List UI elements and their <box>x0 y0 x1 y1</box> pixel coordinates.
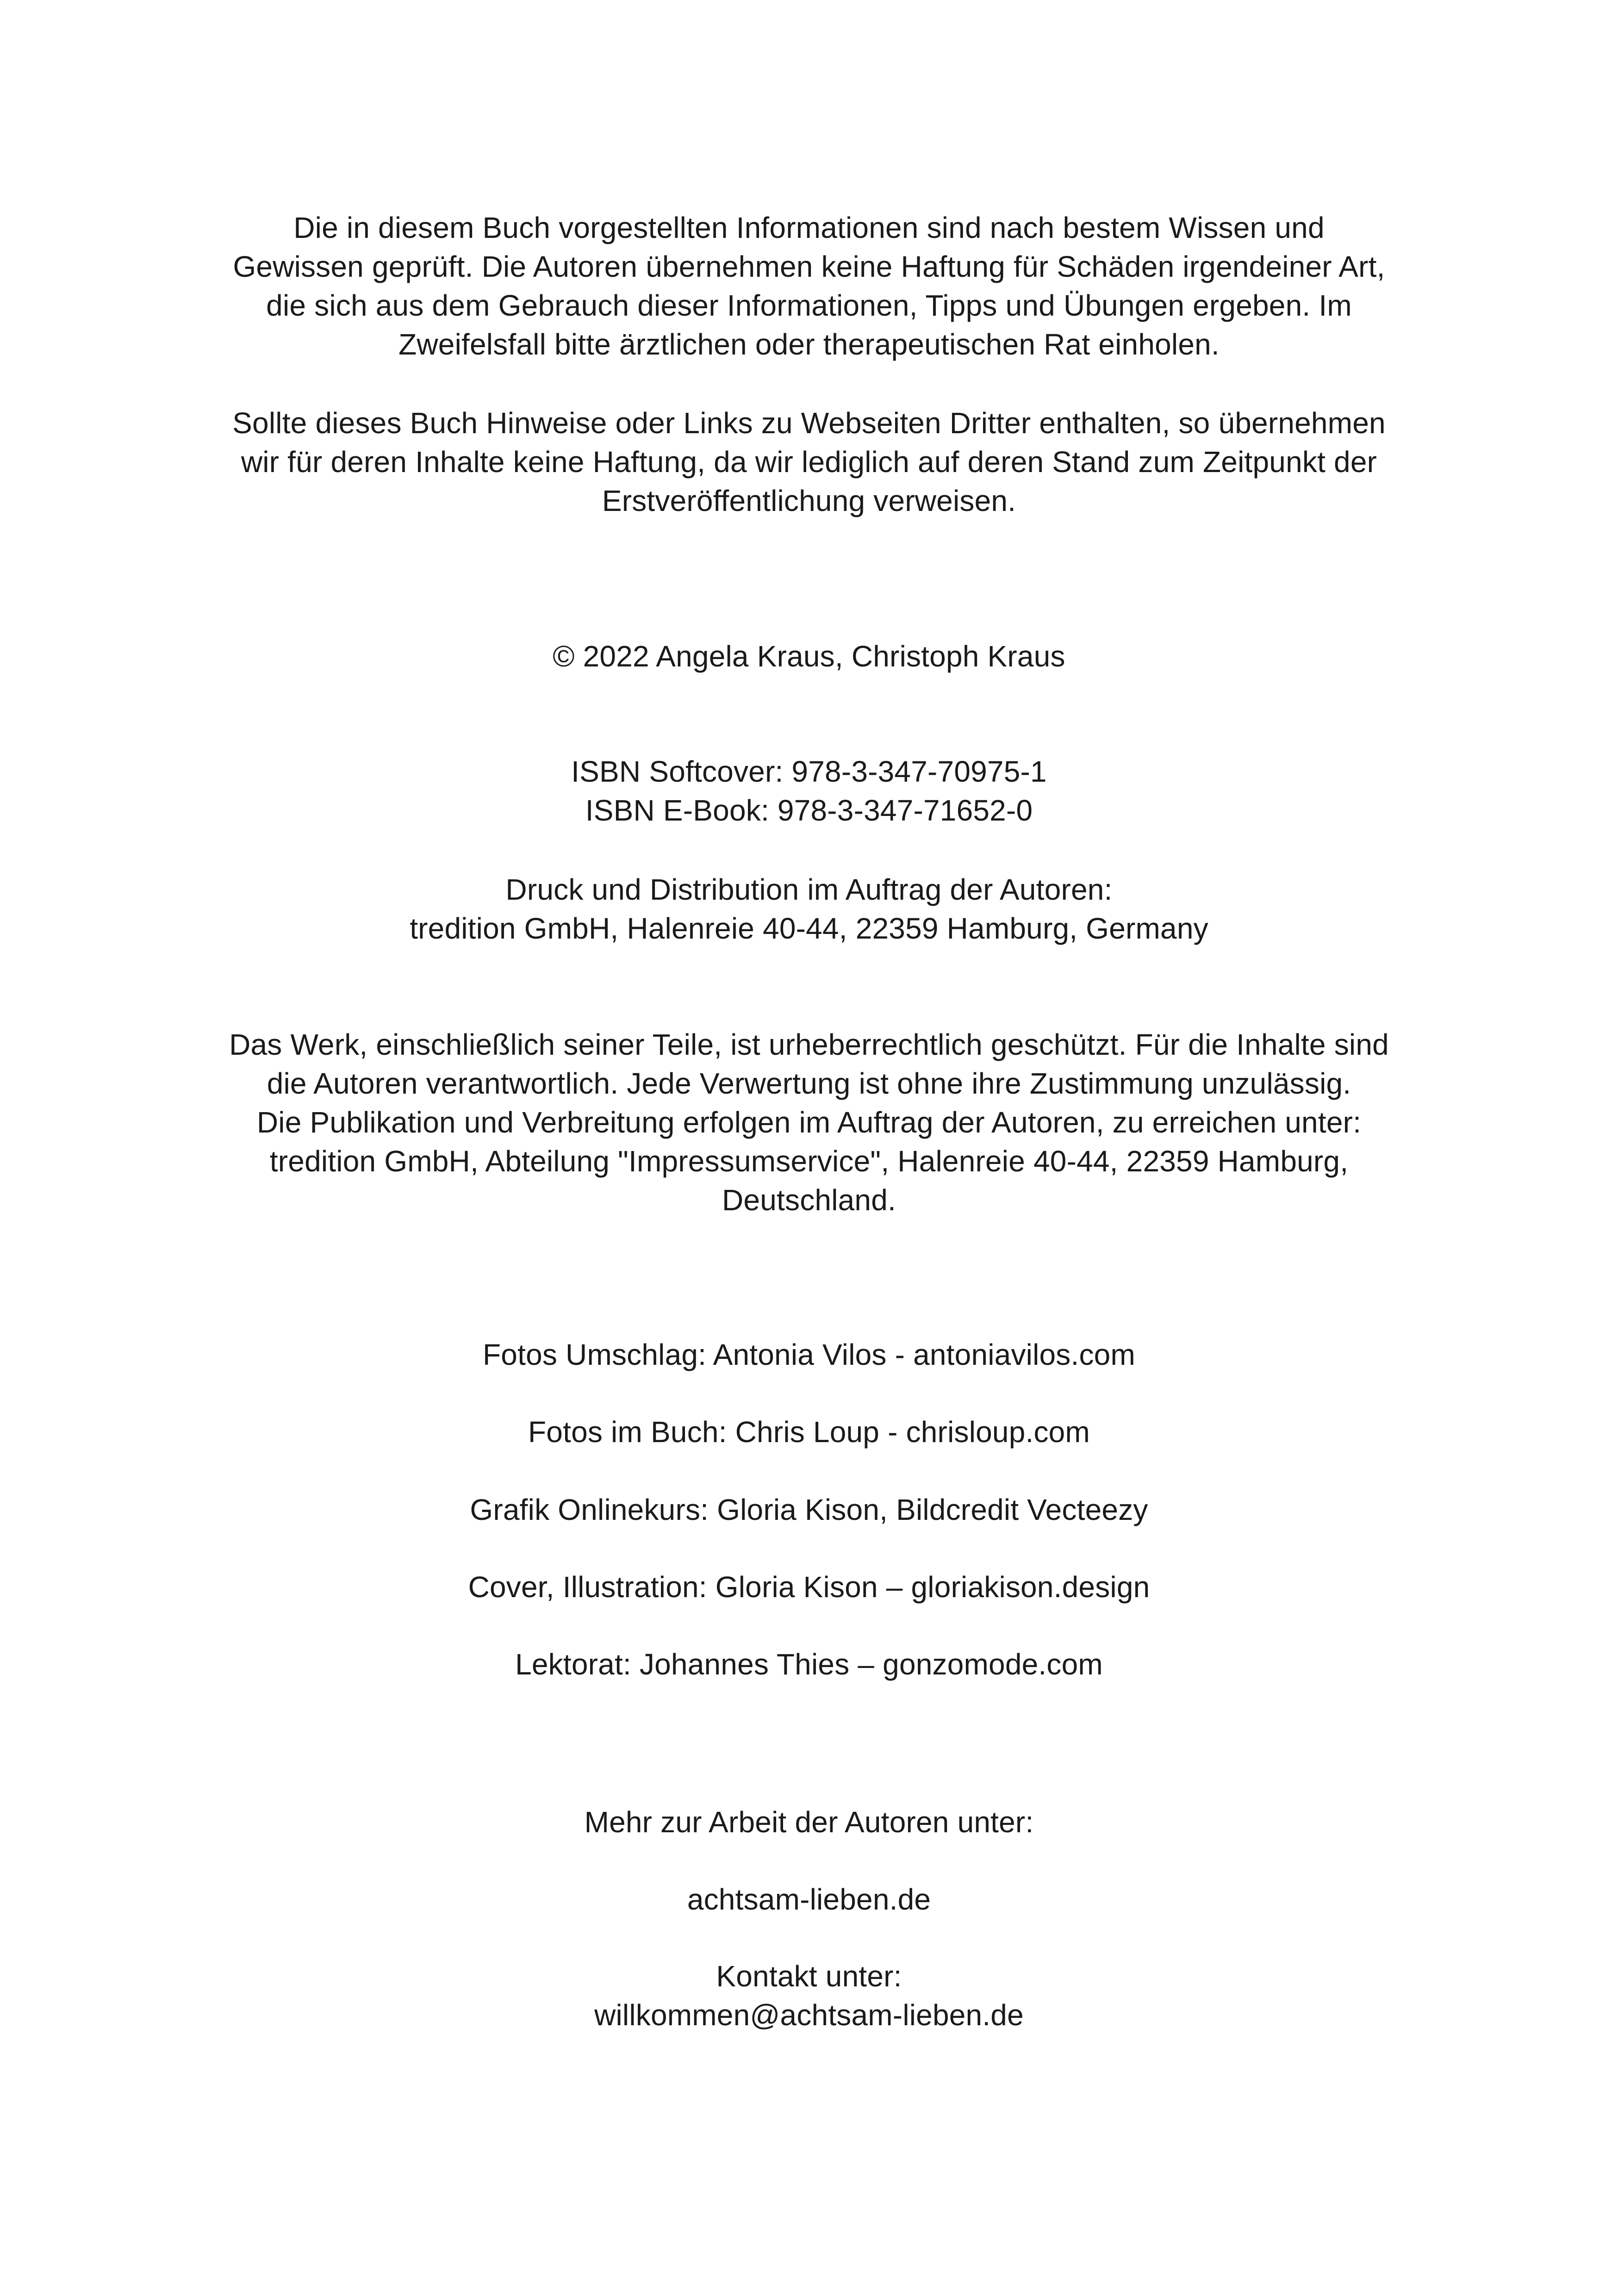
credit-line: Grafik Onlinekurs: Gloria Kison, Bildcredit Vecteezy <box>470 1493 1148 1526</box>
rights-line: Deutschland. <box>722 1183 896 1217</box>
credit-cover-illustration <box>176 1568 1442 1606</box>
contact-block <box>176 1957 1442 2035</box>
credit-online-course-graphics <box>176 1490 1442 1529</box>
credit-editing <box>176 1645 1442 1684</box>
distribution-line: tredition GmbH, Halenreie 40-44, 22359 Hamburg, Germany <box>410 912 1208 945</box>
rights-paragraph <box>176 1025 1442 1220</box>
isbn-softcover: ISBN Softcover: 978-3-347-70975-1 <box>571 755 1047 788</box>
credit-cover-photos <box>176 1335 1442 1374</box>
website-text: achtsam-lieben.de <box>687 1883 931 1916</box>
credit-line: Fotos Umschlag: Antonia Vilos - antoniavilos.com <box>483 1338 1135 1371</box>
rights-line: Das Werk, einschließlich seiner Teile, ist urheberrechtlich geschützt. Für die Inhalte sind <box>229 1028 1389 1061</box>
disclaimer-line: Gewissen geprüft. Die Autoren übernehmen keine Haftung für Schäden irgendeiner Art, <box>233 250 1385 283</box>
rights-line: tredition GmbH, Abteilung "Impressumservice", Halenreie 40-44, 22359 Hamburg, <box>269 1145 1349 1178</box>
credit-line: Lektorat: Johannes Thies – gonzomode.com <box>515 1648 1103 1681</box>
disclaimer-paragraph <box>176 208 1442 364</box>
rights-line: Die Publikation und Verbreitung erfolgen im Auftrag der Autoren, zu erreichen unter: <box>256 1106 1362 1139</box>
links-notice-paragraph <box>176 404 1442 520</box>
links-notice-line: wir für deren Inhalte keine Haftung, da wir lediglich auf deren Stand zum Zeitpunkt der <box>241 445 1377 479</box>
isbn-block <box>176 752 1442 830</box>
copyright-notice <box>176 637 1442 676</box>
disclaimer-line: die sich aus dem Gebrauch dieser Informationen, Tipps und Übungen ergeben. Im <box>266 289 1352 322</box>
copyright-line: © 2022 Angela Kraus, Christoph Kraus <box>553 640 1065 673</box>
credit-book-photos <box>176 1412 1442 1451</box>
more-info-heading: Mehr zur Arbeit der Autoren unter: <box>584 1805 1034 1839</box>
contact-label: Kontakt unter: <box>716 1960 902 1993</box>
distribution-line: Druck und Distribution im Auftrag der Autoren: <box>505 873 1113 906</box>
disclaimer-line: Zweifelsfall bitte ärztlichen oder therapeutischen Rat einholen. <box>398 328 1220 361</box>
links-notice-line: Sollte dieses Buch Hinweise oder Links zu Webseiten Dritter enthalten, so übernehmen <box>232 406 1386 440</box>
credit-line: Cover, Illustration: Gloria Kison – gloriakison.design <box>468 1570 1150 1604</box>
isbn-ebook: ISBN E-Book: 978-3-347-71652-0 <box>585 794 1033 827</box>
links-notice-line: Erstveröffentlichung verweisen. <box>602 484 1016 517</box>
distribution-block <box>176 870 1442 948</box>
rights-line: die Autoren verantwortlich. Jede Verwertung ist ohne ihre Zustimmung unzulässig. <box>267 1067 1351 1100</box>
credit-line: Fotos im Buch: Chris Loup - chrisloup.com <box>528 1415 1090 1449</box>
contact-email: willkommen@achtsam-lieben.de <box>594 1998 1024 2032</box>
disclaimer-line: Die in diesem Buch vorgestellten Informationen sind nach bestem Wissen und <box>293 211 1325 244</box>
